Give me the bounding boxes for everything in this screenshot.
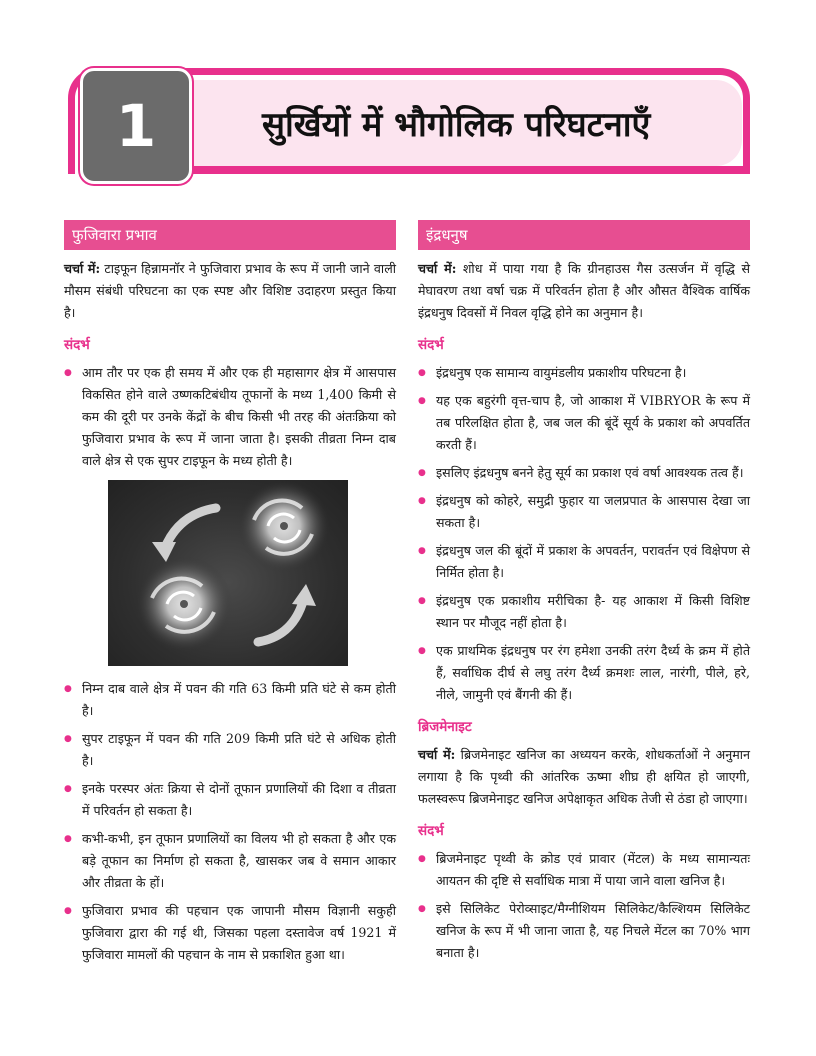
subhead-context: संदर्भ [418, 337, 444, 353]
list-item: ● इंद्रधनुष को कोहरे, समुद्री फुहार या जलप्रपात के आसपास देखा जा सकता है। [418, 490, 750, 534]
chapter-header-bar [174, 166, 750, 174]
list-item: ● इंद्रधनुष एक सामान्य वायुमंडलीय प्रकाशीय परिघटना है। [418, 362, 750, 384]
chapter-number: 1 [80, 68, 192, 184]
chapter-title: सुर्खियों में भौगोलिक परिघटनाएँ [262, 105, 651, 145]
intro-label: चर्चा में: [418, 261, 457, 276]
bullet-list [418, 362, 750, 706]
list-item: ● आम तौर पर एक ही समय में और एक ही महासागर क्षेत्र में आसपास विकसित होने वाले उष्णकटिबंधीय तूफानों के मध्य 1,400 किमी से कम की दूरी पर उनके केंद्रों के बीच किसी भी तरह की अंतःक्रिया को फुजिवारा प्रभाव के रूप में जाना जाता है। इसकी तीव्रता निम्न दाब वाले क्षेत्र से एक सुपर टाइफून के मध्य होती है। [64, 362, 396, 472]
list-item: ● इंद्रधनुष जल की बूंदों में प्रकाश के अपवर्तन, परावर्तन एवं विक्षेपण से निर्मित होता है। [418, 540, 750, 584]
intro-label: चर्चा में: [418, 747, 456, 762]
intro-paragraph [418, 744, 750, 810]
list-item: ● सुपर टाइफून में पवन की गति 209 किमी प्रति घंटे से अधिक होती है। [64, 728, 396, 772]
bullet-list [64, 678, 396, 966]
intro-text: शोध में पाया गया है कि ग्रीनहाउस गैस उत्सर्जन में वृद्धि से मेघावरण तथा वर्षा चक्र में परिवर्तन होता है और औसत वैश्विक वार्षिक इंद्रधनुष दिवसों में निवल वृद्धि होने का अनुमान है। [418, 261, 750, 320]
right-column [418, 220, 750, 970]
section-title-rainbow: इंद्रधनुष [418, 220, 750, 250]
intro-text: ब्रिजमेनाइट खनिज का अध्ययन करके, शोधकर्ताओं ने अनुमान लगाया है कि पृथ्वी की आंतरिक ऊष्मा शीघ्र ही क्षयित हो जाएगी, फलस्वरूप ब्रिजमेनाइट खनिज अपेक्षाकृत अधिक तेजी से ठंडा हो जाएगा। [418, 747, 750, 806]
intro-text: टाइफून हिन्नामनॉर ने फुजिवारा प्रभाव के रूप में जानी जाने वाली मौसम संबंधी परिघटना का एक स्पष्ट और विशिष्ट उदाहरण प्रस्तुत किया है। [64, 261, 396, 320]
list-item: ● इसे सिलिकेट पेरोव्साइट/मैग्नीशियम सिलिकेट/कैल्शियम सिलिकेट खनिज के रूप में भी जाना जाता है, यह निचले मेंटल का 70% भाग बनाता है। [418, 898, 750, 964]
list-item: ● कभी-कभी, इन तूफान प्रणालियों का विलय भी हो सकता है और एक बड़े तूफान का निर्माण हो सकता है, खासकर जब वे समान आकार और तीव्रता के हों। [64, 828, 396, 894]
list-item: ● इंद्रधनुष एक प्रकाशीय मरीचिका है- यह आकाश में किसी विशिष्ट स्थान पर मौजूद नहीं होता है। [418, 590, 750, 634]
list-item: ● निम्न दाब वाले क्षेत्र में पवन की गति 63 किमी प्रति घंटे से कम होती है। [64, 678, 396, 722]
section-title-fujiwhara: फुजिवारा प्रभाव [64, 220, 396, 250]
left-column [64, 220, 396, 972]
intro-label: चर्चा में: [64, 261, 101, 276]
bullet-list [418, 848, 750, 964]
list-item: ● इसलिए इंद्रधनुष बनने हेतु सूर्य का प्रकाश एवं वर्षा आवश्यक तत्व हैं। [418, 462, 750, 484]
subhead-bridgmanite: ब्रिजमेनाइट [418, 719, 472, 735]
list-item: ● इनके परस्पर अंतः क्रिया से दोनों तूफान प्रणालियों की दिशा व तीव्रता में परिवर्तन हो सकता है। [64, 778, 396, 822]
intro-paragraph [418, 258, 750, 324]
list-item: ● एक प्राथमिक इंद्रधनुष पर रंग हमेशा उनकी तरंग दैर्ध्य के क्रम में होते हैं, सर्वाधिक दीर्घ से लघु तरंग दैर्ध्य क्रमशः लाल, नारंगी, पीले, हरे, नीले, जामुनी एवं बैंगनी की हैं। [418, 640, 750, 706]
list-item: ● यह एक बहुरंगी वृत्त-चाप है, जो आकाश में VIBRYOR के रूप में तब परिलक्षित होता है, जब जल की बूंदें सूर्य के प्रकाश को अपवर्तित करती हैं। [418, 390, 750, 456]
fujiwhara-cyclones-image [108, 480, 348, 666]
list-item: ● फुजिवारा प्रभाव की पहचान एक जापानी मौसम विज्ञानी सकुही फुजिवारा द्वारा की गई थी, जिसका पहला दस्तावेज वर्ष 1921 में फुजिवारा मामलों की पहचान के नाम से प्रकाशित हुआ था। [64, 900, 396, 966]
subhead-context: संदर्भ [418, 823, 444, 839]
intro-paragraph [64, 258, 396, 324]
bullet-list [64, 362, 396, 472]
list-item: ● ब्रिजमेनाइट पृथ्वी के क्रोड एवं प्रावार (मेंटल) के मध्य सामान्यतः आयतन की दृष्टि से सर्वाधिक मात्रा में पाया जाने वाला खनिज है। [418, 848, 750, 892]
subhead-context: संदर्भ [64, 337, 90, 353]
